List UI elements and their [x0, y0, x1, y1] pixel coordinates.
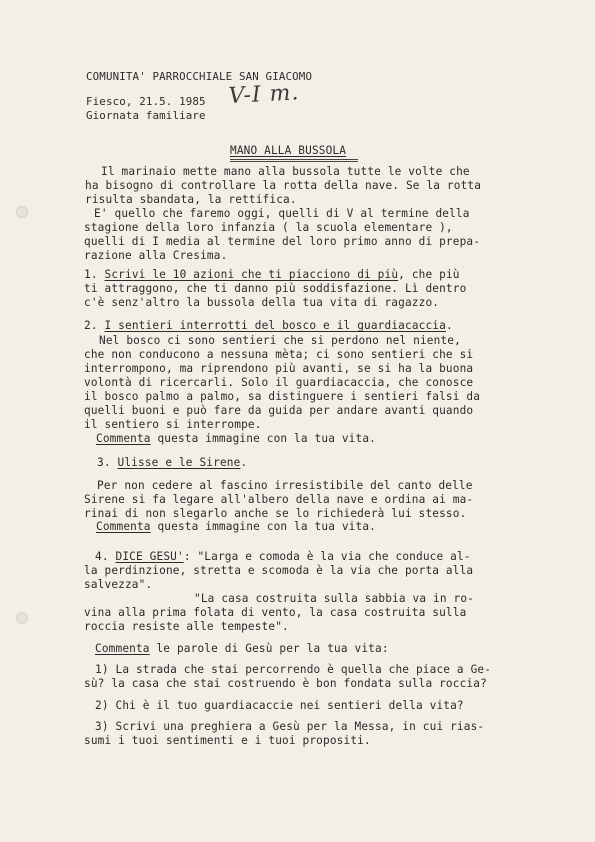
section-number: 3.: [97, 456, 111, 469]
section-2-line: che non conducono a nessuna mèta; ci sono sentieri che si: [84, 348, 474, 361]
question-3-line: sumi i tuoi sentimenti e i tuoi propositi.: [84, 734, 371, 747]
date-place: Fiesco, 21.5. 1985: [86, 95, 206, 108]
page-title: [230, 145, 358, 162]
section-4-heading: [95, 551, 471, 562]
section-title: I sentieri interrotti del bosco e il guardiacaccia: [104, 319, 446, 332]
question-1-line: 1) La strada che stai percorrendo è quella che piace a Ge-: [95, 663, 492, 676]
section-4-line: salvezza".: [84, 578, 153, 591]
punch-hole-top: [16, 206, 28, 218]
section-title-rest: : "Larga e comoda è la via che conduce al-: [183, 550, 471, 563]
section-3-heading: [97, 457, 247, 468]
title-double-rule: [230, 159, 358, 162]
section-title-rest: , che più: [398, 268, 460, 281]
section-title: Scrivi le 10 azioni che ti piacciono di più: [104, 268, 399, 281]
intro-line: E' quello che faremo oggi, quelli di V al termine della: [94, 207, 470, 220]
comment-text: le parole di Gesù per la tua vita:: [149, 642, 389, 655]
section-number: 2.: [84, 319, 98, 332]
handwritten-class-note: V-I m.: [228, 80, 301, 109]
punch-hole-bottom: [16, 612, 28, 624]
question-1-line: sù? la casa che stai costruendo è bon fondata sulla roccia?: [84, 677, 487, 690]
section-3-line: Per non cedere al fascino irresistibile del canto delle: [97, 479, 473, 492]
section-2-line: interrompono, ma riprendono più avanti, se si ha la buona: [84, 362, 474, 375]
community-name: COMUNITA' PARROCCHIALE SAN GIACOMO: [86, 70, 313, 83]
intro-line: ha bisogno di controllare la rotta della nave. Se la rotta: [85, 179, 482, 192]
section-1-line: c'è senz'altro la bussola della tua vita di ragazzo.: [84, 296, 440, 309]
question-2-line: 2) Chi è il tuo guardiacaccie nei sentieri della vita?: [95, 699, 464, 712]
section-1-heading: [84, 269, 460, 280]
section-3-line: rinai di non slegarlo anche se lo richiederà lui stesso.: [84, 507, 467, 520]
section-4-quote-line: vina alla prima folata di vento, la casa costruita sulla: [84, 606, 467, 619]
title-text: MANO ALLA BUSSOLA: [230, 144, 347, 157]
section-3-line: Sirene si fa legare all'albero della nave e ordina ai ma-: [84, 493, 474, 506]
section-4-comment: [95, 643, 389, 654]
occasion: Giornata familiare: [86, 109, 206, 122]
section-2-comment: [96, 433, 376, 444]
section-3-comment: [96, 521, 376, 532]
section-2-line: Nel bosco ci sono sentieri che si perdono nel niente,: [99, 334, 461, 347]
intro-line: risulta sbandata, la rettifica.: [85, 193, 297, 206]
section-title: DICE GESU': [115, 550, 184, 563]
comment-text: questa immagine con la tua vita.: [150, 432, 376, 445]
section-number: 1.: [84, 268, 98, 281]
section-title-rest: .: [240, 456, 248, 469]
section-2-line: volontà di ricercarli. Solo il guardiacaccia, che conosce: [84, 376, 474, 389]
section-1-line: ti attraggono, che ti danno più soddisfazione. Lì dentro: [84, 282, 467, 295]
intro-line: quelli di I media al termine del loro primo anno di prepa-: [84, 235, 481, 248]
section-4-quote-line: "La casa costruita sulla sabbia va in ro-: [194, 592, 474, 605]
section-4-line: la perdinzione, stretta e scomoda è la via che porta alla: [84, 564, 474, 577]
section-title: Ulisse e le Sirene: [117, 456, 241, 469]
section-number: 4.: [95, 550, 109, 563]
section-2-line: quelli buoni e può fare da guida per andare avanti quando: [84, 404, 474, 417]
intro-line: stagione della loro infanzia ( la scuola elementare ),: [84, 221, 453, 234]
comment-label: Commenta: [96, 520, 151, 533]
intro-line: razione alla Cresima.: [84, 249, 228, 262]
section-title-rest: .: [445, 319, 453, 332]
question-3-line: 3) Scrivi una preghiera a Gesù per la Messa, in cui rias-: [95, 720, 485, 733]
comment-label: Commenta: [95, 642, 150, 655]
section-4-quote-line: roccia resiste alle tempeste".: [84, 620, 289, 633]
section-2-line: il bosco palmo a palmo, sa distinguere i sentieri falsi da: [84, 390, 481, 403]
section-2-heading: [84, 320, 453, 331]
comment-label: Commenta: [96, 432, 151, 445]
intro-line: Il marinaio mette mano alla bussola tutte le volte che: [101, 165, 470, 178]
comment-text: questa immagine con la tua vita.: [150, 520, 376, 533]
section-2-line: il sentiero si interrompe.: [84, 418, 262, 431]
